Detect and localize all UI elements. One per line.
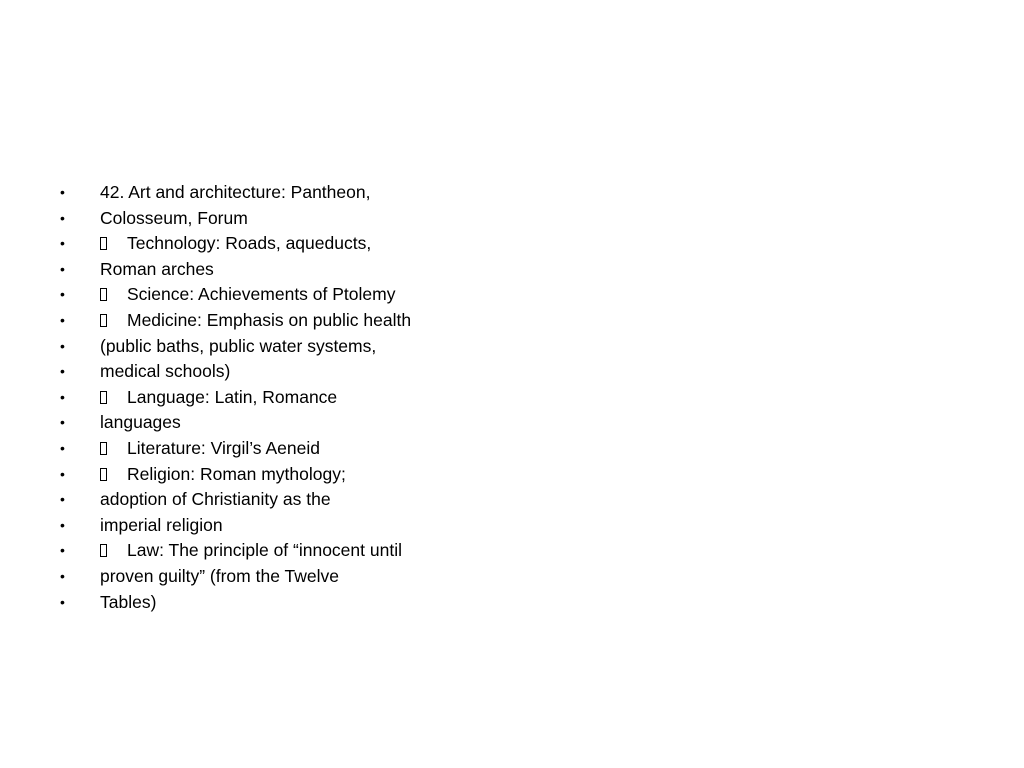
bullet-line	[56, 231, 496, 257]
bullet-dot-icon: •	[60, 260, 65, 277]
bullet-text: adoption of Christianity as the	[100, 489, 331, 510]
missing-glyph-icon	[100, 314, 107, 327]
bullet-dot-icon: •	[60, 337, 65, 354]
bullet-dot-icon: •	[60, 209, 65, 226]
bullet-text: medical schools)	[100, 361, 231, 382]
bullet-line	[56, 538, 496, 564]
bullet-line	[56, 282, 496, 308]
bullet-line	[56, 462, 496, 488]
bullet-dot-icon: •	[60, 235, 65, 252]
bullet-dot-icon: •	[60, 491, 65, 508]
bullet-line	[56, 334, 496, 360]
bullet-text: Literature: Virgil’s Aeneid	[127, 437, 320, 458]
bullet-dot-icon: •	[60, 311, 65, 328]
bullet-text: proven guilty” (from the Twelve	[100, 565, 339, 586]
missing-glyph-icon	[100, 288, 107, 301]
bullet-line	[56, 206, 496, 232]
bullet-text: Language: Latin, Romance	[127, 386, 338, 407]
bullet-text-wrap	[100, 410, 181, 436]
bullet-dot-icon: •	[60, 363, 65, 380]
bullet-dot-icon: •	[60, 184, 65, 200]
bullet-line	[56, 180, 496, 206]
bullet-line	[56, 564, 496, 590]
bullet-text: Colosseum, Forum	[100, 207, 248, 228]
bullet-text-wrap	[100, 180, 370, 206]
bullet-dot-icon: •	[60, 439, 65, 456]
missing-glyph-icon	[100, 237, 107, 250]
bullet-text-wrap	[100, 538, 402, 564]
bullet-text: Science: Achievements of Ptolemy	[127, 284, 396, 305]
bullet-text-wrap	[100, 308, 411, 334]
bullet-line	[56, 487, 496, 513]
bullet-text: Tables)	[100, 591, 157, 612]
bullet-text-wrap	[100, 487, 331, 513]
bullet-dot-icon: •	[60, 388, 65, 405]
bullet-list	[56, 180, 496, 615]
missing-glyph-icon	[100, 544, 107, 557]
bullet-text-wrap	[100, 564, 339, 590]
missing-glyph-icon	[100, 468, 107, 481]
bullet-dot-icon: •	[60, 593, 65, 610]
bullet-dot-icon: •	[60, 516, 65, 533]
bullet-line	[56, 385, 496, 411]
bullet-text-wrap	[100, 359, 230, 385]
bullet-text-wrap	[100, 282, 395, 308]
bullet-line	[56, 436, 496, 462]
bullet-text-wrap	[100, 385, 337, 411]
bullet-text-wrap	[100, 462, 346, 488]
bullet-text: imperial religion	[100, 514, 223, 535]
bullet-text: Religion: Roman mythology;	[127, 463, 346, 484]
bullet-text: Technology: Roads, aqueducts,	[127, 233, 372, 254]
missing-glyph-icon	[100, 442, 107, 455]
bullet-dot-icon: •	[60, 414, 65, 431]
bullet-dot-icon: •	[60, 286, 65, 303]
bullet-line	[56, 410, 496, 436]
bullet-line	[56, 308, 496, 334]
bullet-line	[56, 359, 496, 385]
bullet-text: Medicine: Emphasis on public health	[127, 309, 412, 330]
bullet-line	[56, 590, 496, 616]
bullet-text-wrap	[100, 436, 320, 462]
bullet-dot-icon: •	[60, 567, 65, 584]
bullet-text-wrap	[100, 206, 248, 232]
missing-glyph-icon	[100, 391, 107, 404]
bullet-line	[56, 513, 496, 539]
bullet-text-wrap	[100, 334, 376, 360]
bullet-line	[56, 257, 496, 283]
bullet-dot-icon: •	[60, 542, 65, 559]
bullet-text: 42. Art and architecture: Pantheon,	[100, 182, 371, 202]
bullet-text: (public baths, public water systems,	[100, 335, 377, 356]
bullet-text-wrap	[100, 231, 371, 257]
bullet-dot-icon: •	[60, 465, 65, 482]
bullet-text: Law: The principle of “innocent until	[127, 540, 402, 561]
bullet-text-wrap	[100, 257, 214, 283]
bullet-text-wrap	[100, 513, 223, 539]
bullet-text-wrap	[100, 590, 156, 616]
bullet-text: Roman arches	[100, 258, 214, 279]
bullet-text: languages	[100, 412, 181, 433]
